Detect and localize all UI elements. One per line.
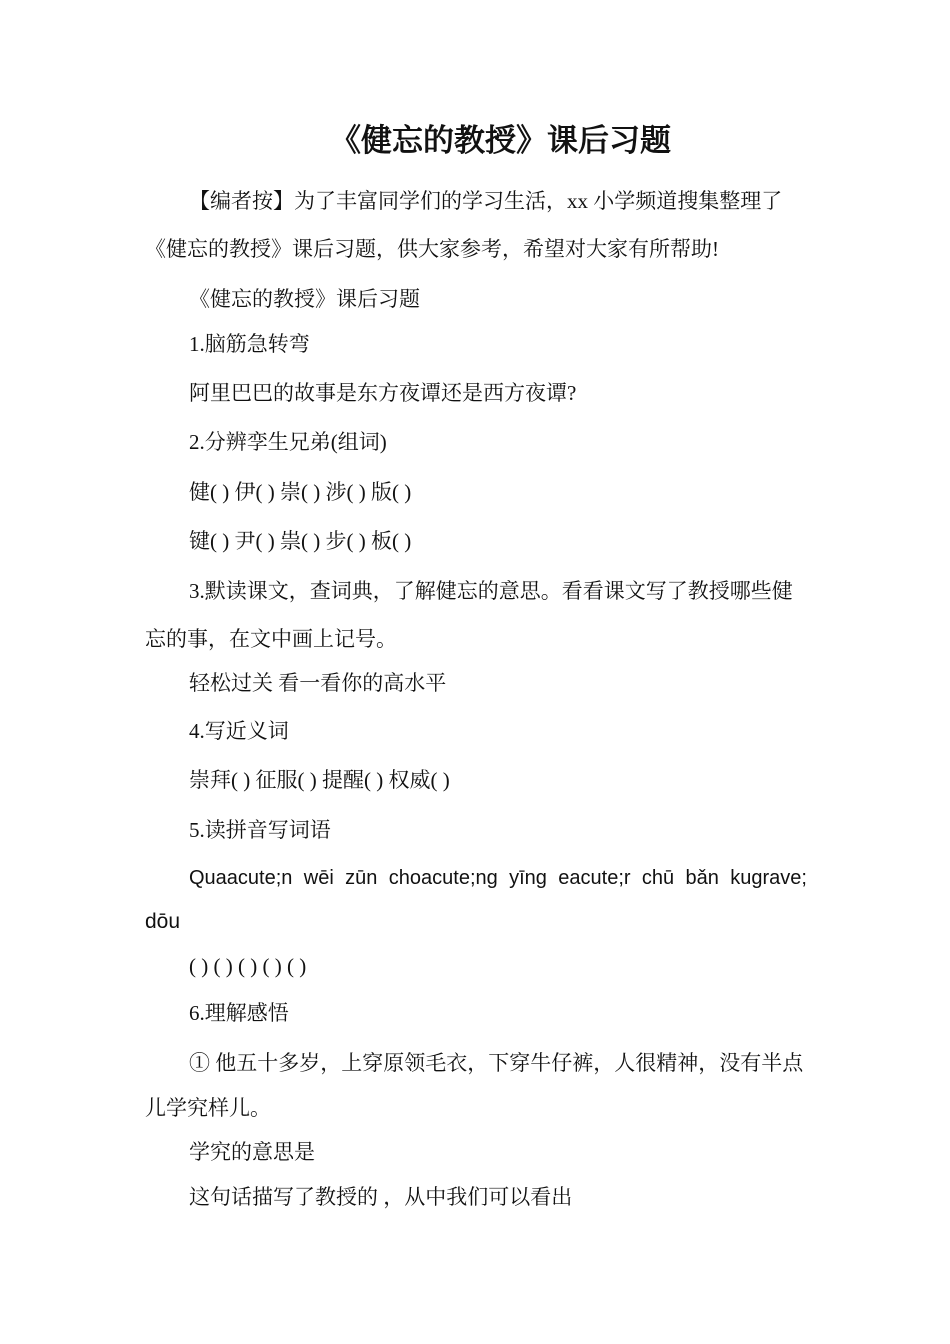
question-5-pinyin-line-2: dōu bbox=[145, 910, 181, 933]
question-1-text: 阿里巴巴的故事是东方夜谭还是西方夜谭? bbox=[189, 381, 577, 405]
question-5-blanks: ( ) ( ) ( ) ( ) ( ) bbox=[189, 954, 307, 978]
pinyin-word: yīng bbox=[509, 867, 547, 889]
pinyin-word: chū bbox=[641, 867, 675, 889]
pinyin-word: Quaacute;n bbox=[189, 867, 293, 889]
pinyin-word: bǎn bbox=[685, 867, 719, 889]
question-6-item-1-line-1: ① 他五十多岁，上穿原领毛衣，下穿牛仔裤，人很精神，没有半点 bbox=[189, 1051, 804, 1075]
question-6-prompt-1: 学究的意思是 bbox=[189, 1140, 315, 1164]
document-title: 《健忘的教授》课后习题 bbox=[330, 123, 671, 159]
question-2-row-1: 健( ) 伊( ) 崇( ) 涉( ) 版( ) bbox=[189, 480, 412, 504]
question-6-item-1-line-2: 儿学究样儿。 bbox=[145, 1096, 271, 1120]
question-1-heading: 1.脑筋急转弯 bbox=[189, 332, 310, 356]
question-4-text: 崇拜( ) 征服( ) 提醒( ) 权威( ) bbox=[189, 768, 450, 792]
intro-line-1: 【编者按】为了丰富同学们的学习生活，xx 小学频道搜集整理了 bbox=[189, 189, 783, 213]
question-6-prompt-2: 这句话描写了教授的 ，从中我们可以看出 bbox=[189, 1185, 573, 1209]
pinyin-word: eacute;r bbox=[558, 867, 631, 889]
question-6-heading: 6.理解感悟 bbox=[189, 1001, 289, 1025]
question-3-line-2: 忘的事，在文中画上记号。 bbox=[145, 627, 397, 651]
pinyin-word: zūn bbox=[345, 867, 378, 889]
intro-line-2: 《健忘的教授》课后习题，供大家参考，希望对大家有所帮助! bbox=[145, 237, 719, 261]
question-4-heading: 4.写近义词 bbox=[189, 719, 289, 743]
question-2-heading: 2.分辨孪生兄弟(组词) bbox=[189, 430, 387, 454]
pinyin-word: wēi bbox=[303, 867, 334, 889]
pinyin-word: choacute;ng bbox=[388, 867, 498, 889]
question-5-pinyin-line-1 bbox=[189, 863, 807, 893]
document-title-container bbox=[0, 116, 950, 166]
question-2-row-2: 键( ) 尹( ) 祟( ) 步( ) 板( ) bbox=[189, 529, 412, 553]
question-3-line-1: 3.默读课文，查词典，了解健忘的意思。看看课文写了教授哪些健 bbox=[189, 579, 793, 603]
subtitle: 《健忘的教授》课后习题 bbox=[189, 287, 420, 311]
section-heading: 轻松过关 看一看你的高水平 bbox=[189, 671, 447, 695]
question-5-heading: 5.读拼音写词语 bbox=[189, 818, 331, 842]
pinyin-word: kugrave; bbox=[730, 867, 807, 889]
